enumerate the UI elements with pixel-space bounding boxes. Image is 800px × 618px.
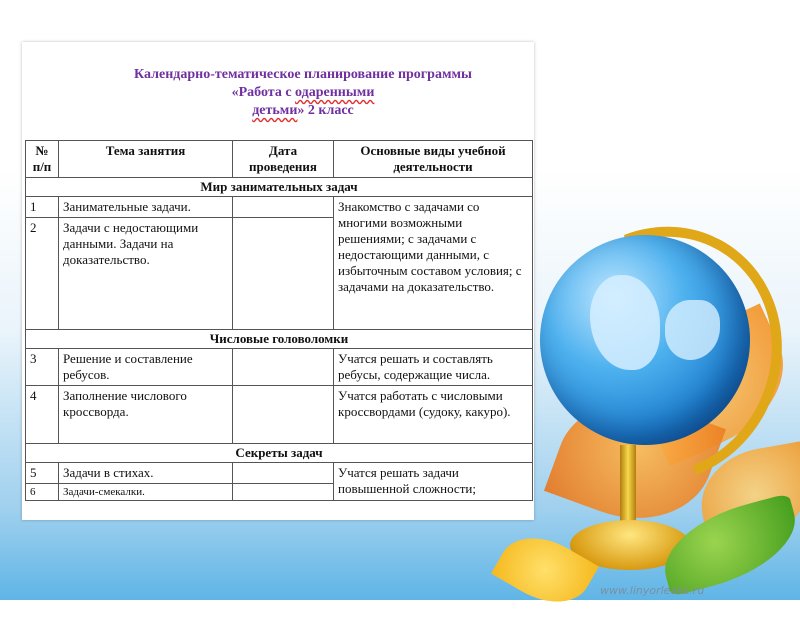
header-topic: Тема занятия xyxy=(59,141,233,178)
title-line-3: детьми» 2 класс xyxy=(252,103,354,118)
activities-cell: Учатся решать задачи повышенной сложности; xyxy=(334,463,533,501)
table-row: 5 Задачи в стихах. Учатся решать задачи повышенной сложности; xyxy=(26,463,533,484)
activities-cell: Знакомство с задачами со многими возможными решениями; с задачами с недостающими данными, с избыточным составом условия; с задачами на доказательство. xyxy=(334,197,533,330)
header-date: Дата проведения xyxy=(233,141,334,178)
activities-cell: Учатся решать и составлять ребусы, содержащие числа. xyxy=(334,349,533,386)
title-line-2: «Работа с одаренными xyxy=(231,85,375,100)
document-image xyxy=(22,42,534,520)
section-row: Мир занимательных задач xyxy=(26,178,533,197)
watermark: www.linyorleaks.ru xyxy=(600,584,705,597)
section-row: Числовые головоломки xyxy=(26,330,533,349)
document-title xyxy=(82,66,524,120)
activities-cell: Учатся работать с числовыми кроссвордами (судоку, какуро). xyxy=(334,386,533,444)
header-activities: Основные виды учебной деятельности xyxy=(334,141,533,178)
table-row: 3 Решение и составление ребусов. Учатся решать и составлять ребусы, содержащие числа. xyxy=(26,349,533,386)
header-num: № п/п xyxy=(26,141,59,178)
table-row: 4 Заполнение числового кроссворда. Учатся работать с числовыми кроссвордами (судоку, какуро). xyxy=(26,386,533,444)
section-row: Секреты задач xyxy=(26,444,533,463)
table-header-row xyxy=(26,141,533,178)
title-line-1: Календарно-тематическое планирование программы xyxy=(134,67,472,82)
table-row: 6 Задачи-смекалки. xyxy=(26,484,533,501)
table-row: 1 Занимательные задачи. Знакомство с задачами со многими возможными решениями; с задачами с недостающими данными, с избыточным составом условия; с задачами на доказательство. xyxy=(26,197,533,218)
planning-table xyxy=(25,140,533,501)
table-row: 2 Задачи с недостающими данными. Задачи на доказательство. xyxy=(26,218,533,330)
